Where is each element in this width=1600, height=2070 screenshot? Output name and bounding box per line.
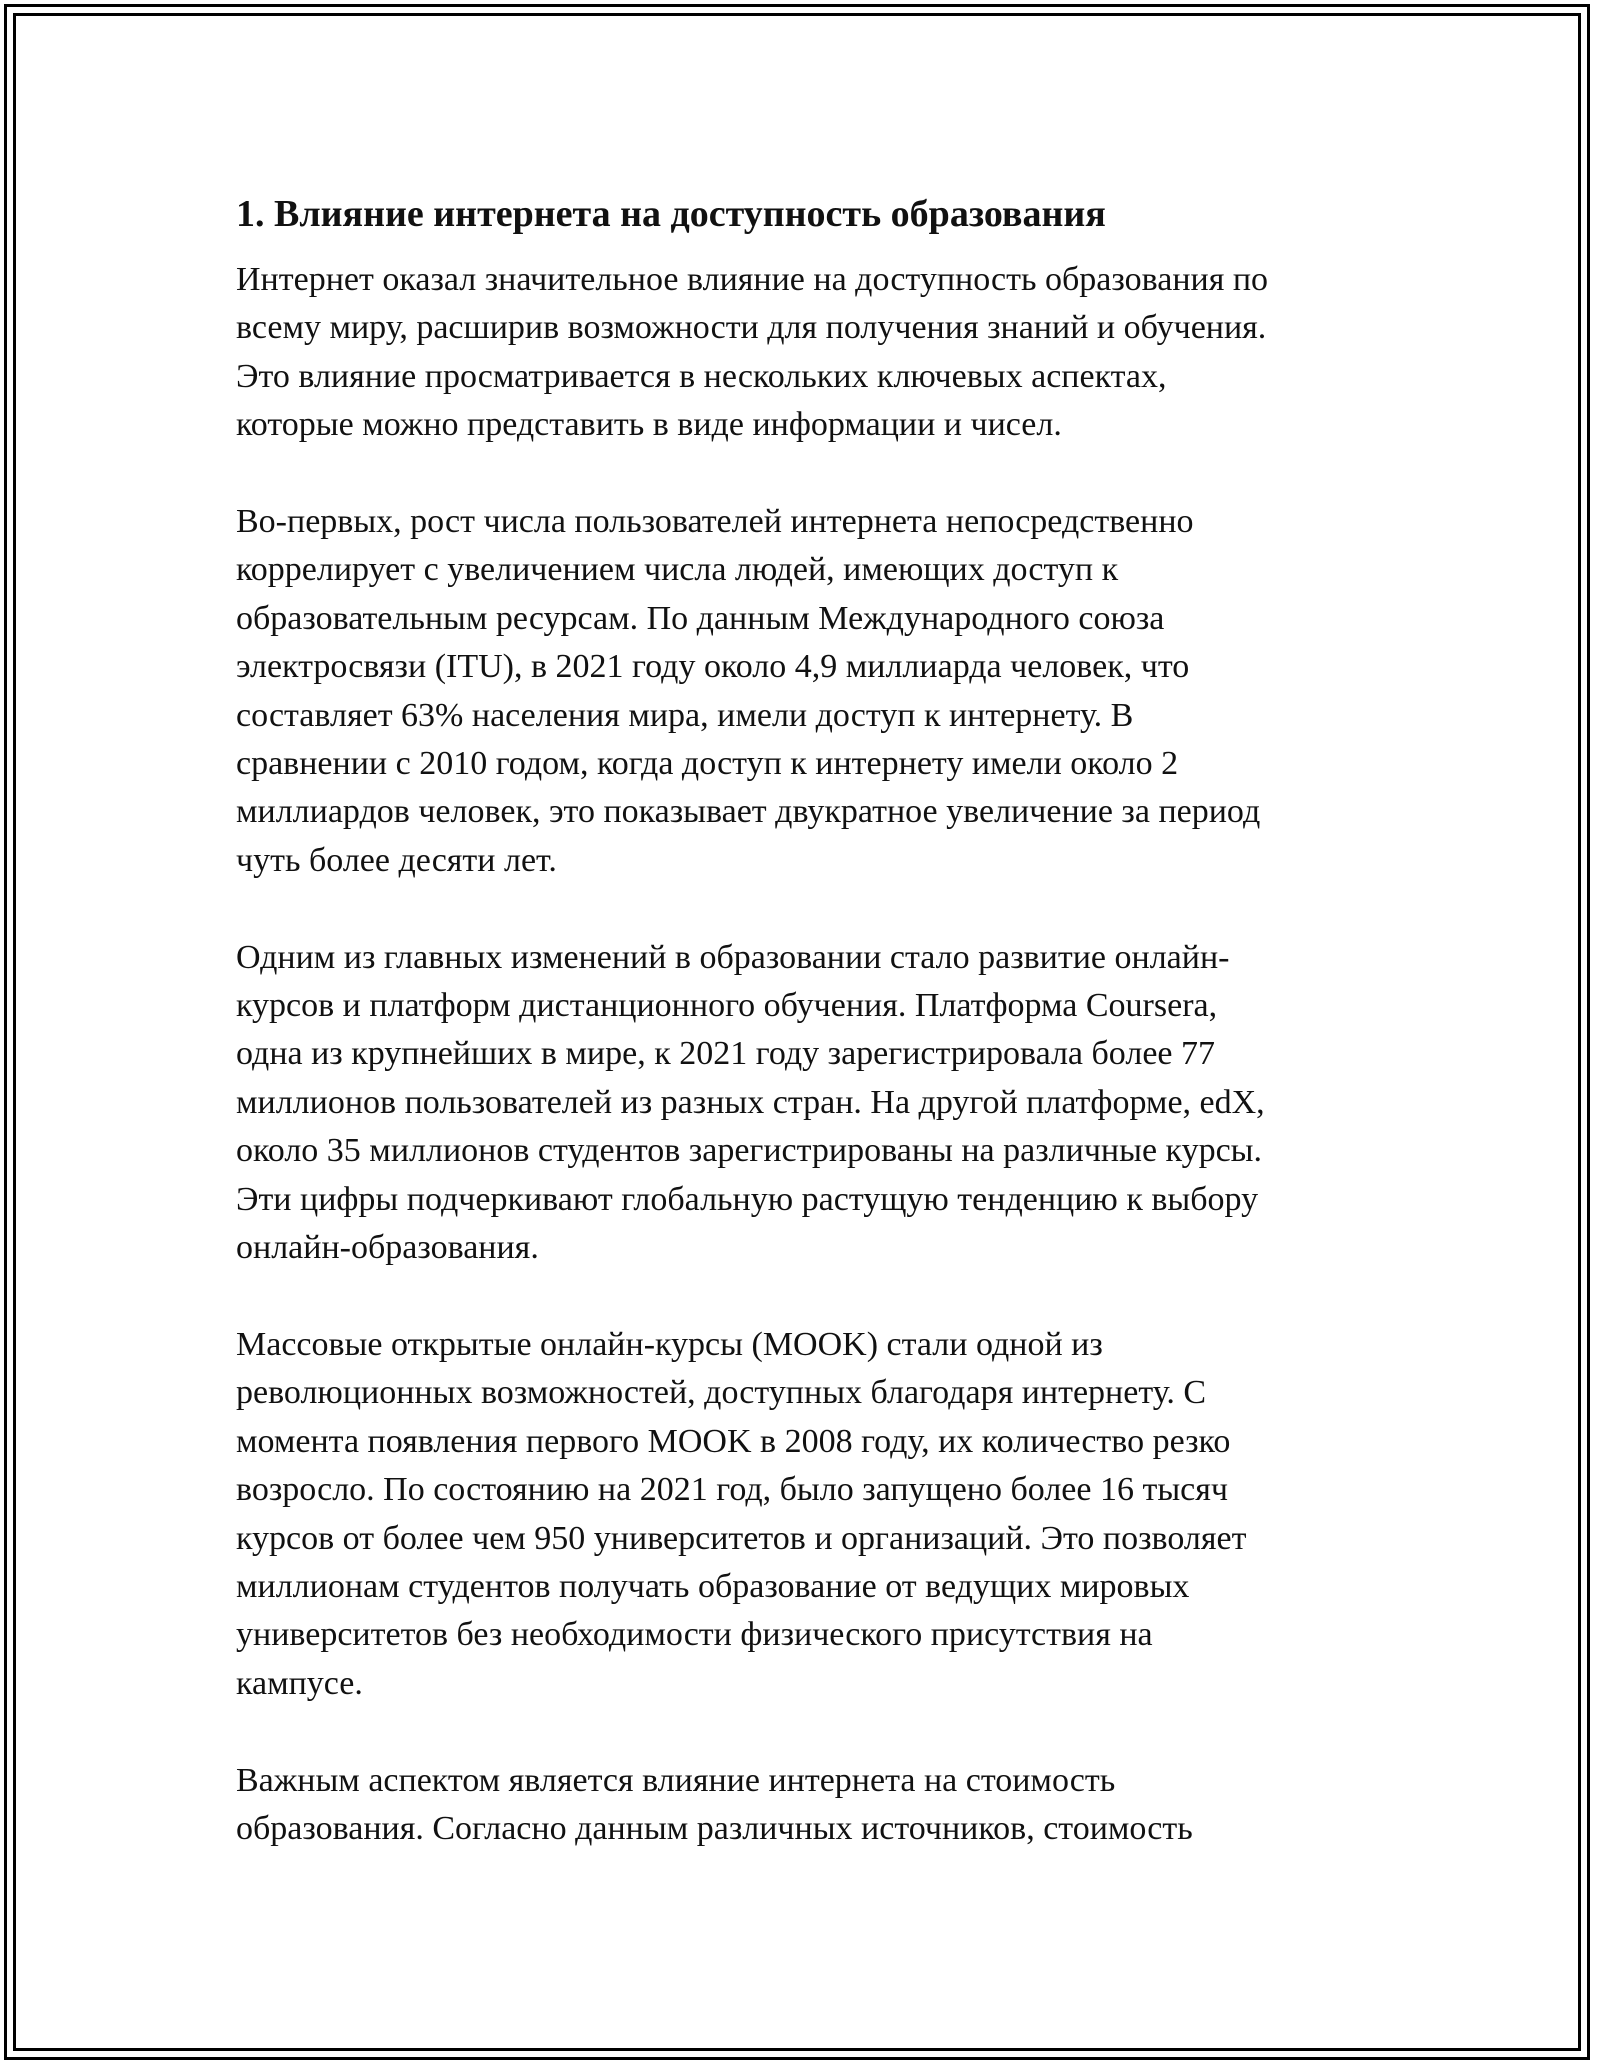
text-line: Это влияние просматривается в нескольких ключевых аспектах, <box>236 357 1167 395</box>
section-heading: 1. Влияние интернета на доступность образования <box>236 193 1106 235</box>
paragraph-online-courses <box>236 934 1366 1273</box>
text-line: курсов и платформ дистанционного обучения. Платформа Coursera, <box>236 987 1218 1025</box>
text-line: которые можно представить в виде информации и чисел. <box>236 406 1062 444</box>
text-line: Интернет оказал значительное влияние на доступность образования по <box>236 261 1269 298</box>
text-line: миллионов пользователей из разных стран. На другой платформе, edX, <box>236 1083 1265 1121</box>
text-line: электросвязи (ITU), в 2021 году около 4,9 миллиарда человек, что <box>236 648 1190 686</box>
text-line: составляет 63% населения мира, имели доступ к интернету. В <box>236 696 1134 734</box>
text-line: онлайн-образования. <box>236 1229 539 1267</box>
paragraph-cost <box>236 1757 1366 1854</box>
text-line: коррелирует с увеличением числа людей, имеющих доступ к <box>236 551 1119 589</box>
text-line: университетов без необходимости физического присутствия на <box>236 1616 1153 1654</box>
text-line: одна из крупнейших в мире, к 2021 году зарегистрировала более 77 <box>236 1035 1216 1073</box>
text-line: возросло. По состоянию на 2021 год, было запущено более 16 тысяч <box>236 1471 1229 1509</box>
document-body <box>236 188 1366 1902</box>
text-line: миллиардов человек, это показывает двукратное увеличение за период <box>236 793 1261 831</box>
text-line: образовательным ресурсам. По данным Международного союза <box>236 599 1165 637</box>
text-line: образования. Согласно данным различных источников, стоимость <box>236 1809 1193 1847</box>
text-line: около 35 миллионов студентов зарегистрированы на различные курсы. <box>236 1132 1263 1170</box>
text-line: Во-первых, рост числа пользователей интернета непосредственно <box>236 503 1194 541</box>
text-line: миллионам студентов получать образование от ведущих мировых <box>236 1567 1190 1605</box>
text-line: чуть более десяти лет. <box>236 841 557 879</box>
paragraph-mooc <box>236 1321 1366 1708</box>
paragraph-internet-users <box>236 498 1366 885</box>
text-line: всему миру, расширив возможности для получения знаний и обучения. <box>236 309 1267 347</box>
text-line: момента появления первого MOOK в 2008 году, их количество резко <box>236 1422 1231 1460</box>
text-line: сравнении с 2010 годом, когда доступ к интернету имели около 2 <box>236 745 1179 783</box>
text-line: Массовые открытые онлайн-курсы (MOOK) стали одной из <box>236 1325 1103 1363</box>
text-line: кампусе. <box>236 1664 363 1702</box>
text-line: Важным аспектом является влияние интернета на стоимость <box>236 1761 1116 1799</box>
text-line: курсов от более чем 950 университетов и организаций. Это позволяет <box>236 1519 1247 1557</box>
paragraph-intro <box>236 256 1366 450</box>
text-line: Эти цифры подчеркивают глобальную растущую тенденцию к выбору <box>236 1180 1259 1218</box>
text-line: революционных возможностей, доступных благодаря интернету. С <box>236 1374 1207 1412</box>
text-line: Одним из главных изменений в образовании стало развитие онлайн- <box>236 938 1230 976</box>
